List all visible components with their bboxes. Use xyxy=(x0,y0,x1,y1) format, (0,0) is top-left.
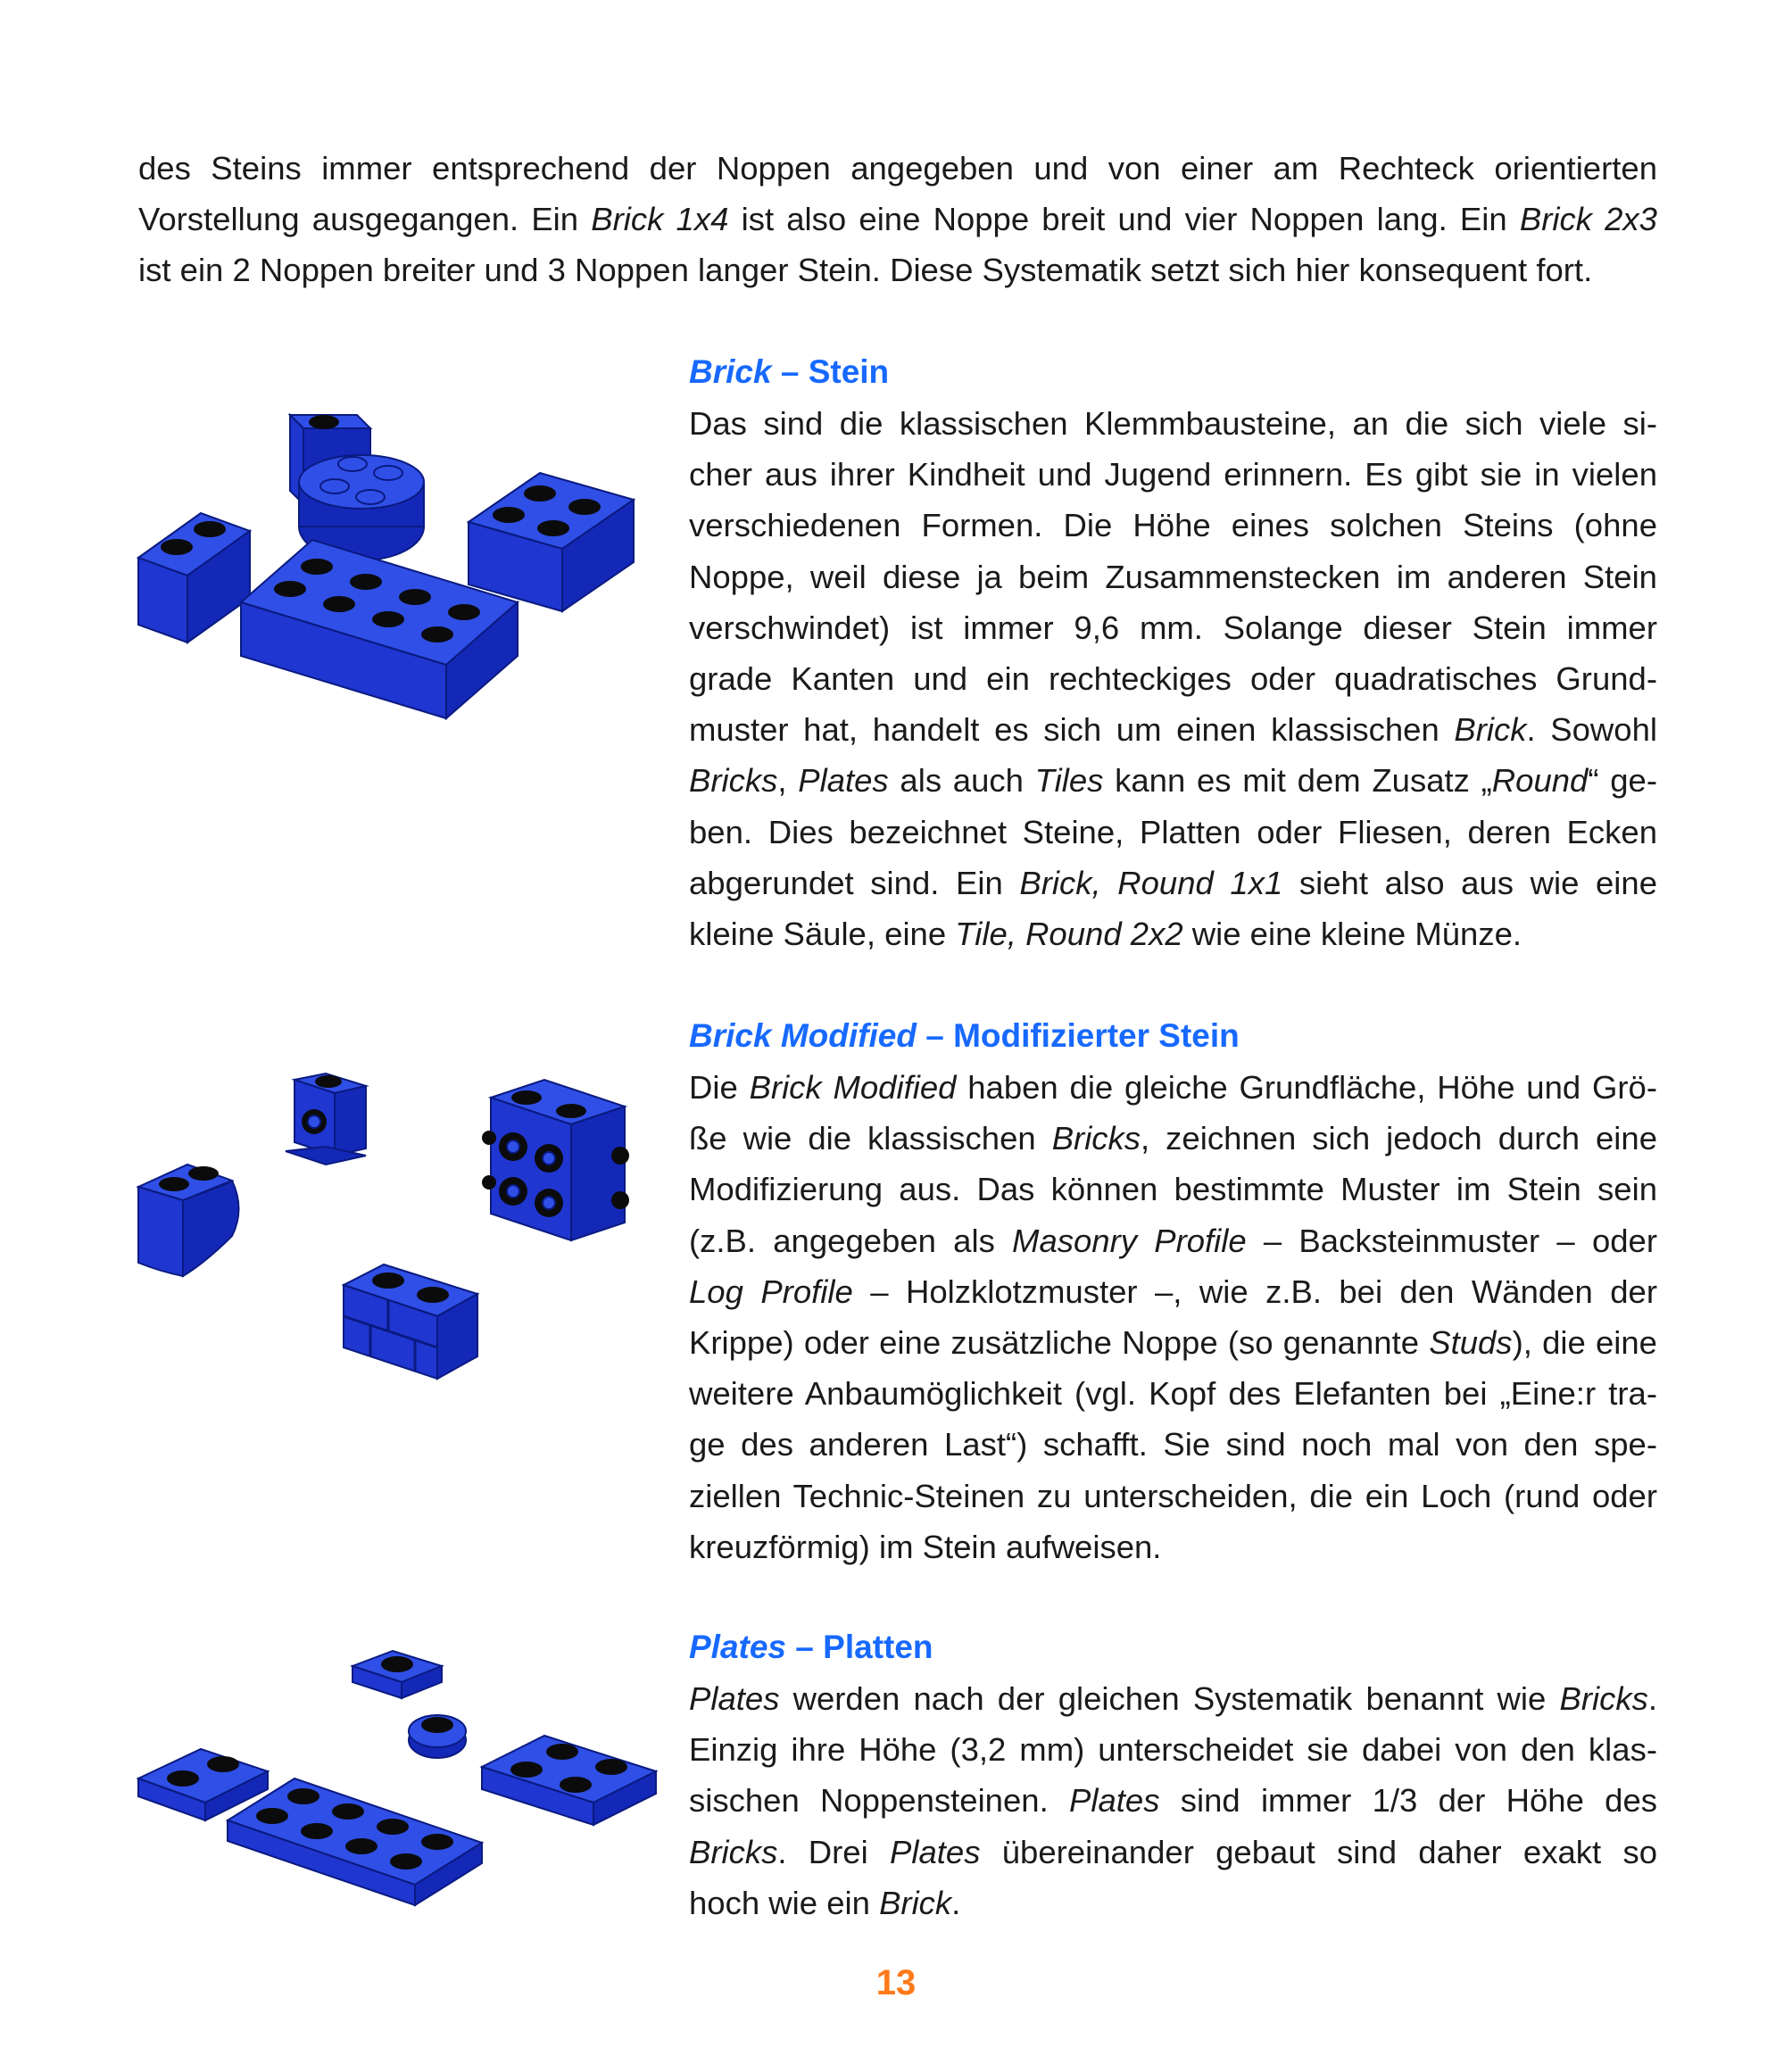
italic-term: Plates xyxy=(689,1680,780,1717)
text-line xyxy=(689,398,1657,449)
brick-1x2-left xyxy=(138,513,250,642)
text-segment: haben die gleiche Grundfläche, Höhe und Grö- xyxy=(956,1069,1657,1106)
text-segment: abgerundet sind. Ein xyxy=(689,864,1020,901)
text-segment: sind immer 1/3 der Höhe des xyxy=(1159,1782,1657,1820)
brick-modified-illustration xyxy=(134,1066,651,1405)
intro-paragraph xyxy=(138,143,1657,296)
text-segment: Die xyxy=(689,1069,750,1106)
italic-term: Brick Modified xyxy=(749,1069,957,1106)
text-segment: sischen Noppensteinen. xyxy=(689,1782,1069,1820)
text-segment: ist ein 2 Noppen breiter und 3 Noppen langer Stein. Diese Systematik setzt sich hier konsequent fort. xyxy=(138,252,1593,289)
italic-term: Log Profile xyxy=(689,1273,853,1310)
italic-term: Brick xyxy=(879,1884,952,1921)
text-line xyxy=(689,1419,1657,1470)
brick-2x2-studs-sides xyxy=(482,1080,629,1240)
section-title-brick-modified: Brick Modified – Modifizierter Stein xyxy=(689,1017,1240,1054)
text-segment: Modifizierung aus. Das können bestimmte Muster im Stein sein xyxy=(689,1171,1657,1208)
text-line xyxy=(689,704,1657,755)
italic-term: Brick 1x4 xyxy=(591,201,729,238)
page-number: 13 xyxy=(875,1963,917,2002)
text-line xyxy=(689,1164,1657,1215)
text-line xyxy=(689,1521,1657,1572)
plate-2x2 xyxy=(482,1736,656,1825)
italic-term: Bricks xyxy=(1559,1680,1648,1717)
text-line xyxy=(689,1317,1657,1368)
section-title-plates: Plates – Platten xyxy=(689,1629,933,1665)
text-segment: verschiedenen Formen. Die Höhe eines solchen Steins (ohne xyxy=(689,507,1657,544)
italic-term: Plates xyxy=(890,1833,981,1870)
brick-curved xyxy=(138,1165,239,1276)
text-line xyxy=(689,1215,1657,1266)
text-line xyxy=(689,1062,1657,1113)
text-line xyxy=(689,1724,1657,1775)
text-segment: . Sowohl xyxy=(1526,711,1657,749)
text-segment: . xyxy=(951,1884,961,1921)
section-body-brick xyxy=(689,398,1657,959)
text-segment: muster hat, handelt es sich um einen klassischen xyxy=(689,711,1455,749)
text-line xyxy=(689,1113,1657,1164)
plate-1x1 xyxy=(353,1651,442,1698)
text-segment: Einzig ihre Höhe (3,2 mm) unterscheidet sie dabei von den klas- xyxy=(689,1731,1657,1769)
text-line xyxy=(689,807,1657,858)
italic-term: Masonry Profile xyxy=(1012,1222,1247,1259)
text-segment: sieht also aus wie eine xyxy=(1282,864,1657,901)
text-line xyxy=(689,1266,1657,1317)
text-segment: Vorstellung ausgegangen. Ein xyxy=(138,201,592,238)
italic-term: Bricks xyxy=(689,1833,778,1870)
text-segment: grade Kanten und ein rechteckiges oder quadratisches Grund- xyxy=(689,660,1657,698)
text-segment: wie eine kleine Münze. xyxy=(1182,916,1522,953)
text-segment: ben. Dies bezeichnet Steine, Platten oder Fliesen, deren Ecken xyxy=(689,813,1657,850)
text-segment: , xyxy=(777,762,799,800)
text-segment: als auch xyxy=(888,762,1035,800)
text-segment: Das sind die klassischen Klemmbausteine, an die sich viele si- xyxy=(689,405,1657,442)
text-segment: ße wie die klassischen xyxy=(689,1120,1052,1157)
section-body-brick-modified xyxy=(689,1062,1657,1572)
text-segment: ist also eine Noppe breit und vier Noppen lang. Ein xyxy=(728,201,1520,238)
italic-term: Tile, Round 2x2 xyxy=(955,916,1183,953)
text-segment: Noppe, weil diese ja beim Zusammenstecken im anderen Stein xyxy=(689,558,1657,595)
text-segment: weitere Anbaumöglichkeit (vgl. Kopf des Elefanten bei „Eine:r tra- xyxy=(689,1375,1657,1413)
text-line xyxy=(689,500,1657,551)
italic-term: Tiles xyxy=(1034,762,1104,800)
italic-term: Brick, Round 1x1 xyxy=(1019,864,1283,901)
text-line xyxy=(138,245,1657,295)
text-line xyxy=(138,143,1657,194)
text-segment: (z.B. angegeben als xyxy=(689,1222,1013,1259)
text-line xyxy=(138,194,1657,245)
text-segment: übereinander gebaut sind daher exakt so xyxy=(980,1833,1657,1870)
text-line xyxy=(689,1878,1657,1928)
italic-term: Brick 2x3 xyxy=(1519,201,1657,238)
text-segment: werden nach der gleichen Systematik benannt wie xyxy=(779,1680,1560,1717)
text-segment: ziellen Technic-Steinen zu unterscheiden, die ein Loch (rund oder xyxy=(689,1477,1657,1514)
text-segment: kann es mit dem Zusatz „ xyxy=(1103,762,1492,800)
plate-2x4 xyxy=(228,1778,482,1905)
plates-illustration xyxy=(134,1637,660,1923)
text-line xyxy=(689,653,1657,704)
text-line xyxy=(689,1471,1657,1521)
section-title-brick: Brick – Stein xyxy=(689,353,890,390)
text-segment: kleine Säule, eine xyxy=(689,916,956,953)
text-segment: . xyxy=(1647,1680,1657,1717)
italic-term: Brick xyxy=(1454,711,1527,749)
text-segment: verschwindet) ist immer 9,6 mm. Solange dieser Stein immer xyxy=(689,609,1657,646)
text-line xyxy=(689,858,1657,908)
italic-term: Studs xyxy=(1429,1324,1513,1362)
italic-term: Bricks xyxy=(1051,1120,1141,1157)
italic-term: Plates xyxy=(1069,1782,1160,1820)
text-segment: . Drei xyxy=(777,1833,890,1870)
text-line xyxy=(689,755,1657,806)
text-segment: ), die eine xyxy=(1512,1324,1657,1362)
text-segment: – Backsteinmuster – oder xyxy=(1246,1222,1658,1259)
brick-masonry-1x2 xyxy=(344,1264,477,1379)
text-line xyxy=(689,1673,1657,1724)
italic-term: Round xyxy=(1491,762,1589,800)
italic-term: Plates xyxy=(798,762,889,800)
brick-illustration xyxy=(134,397,651,727)
text-segment: Krippe) oder eine zusätzliche Noppe (so genannte xyxy=(689,1324,1430,1362)
text-segment: des Steins immer entsprechend der Noppen angegeben und von einer am Rechteck orientierten xyxy=(138,150,1657,187)
text-line xyxy=(689,449,1657,500)
text-line xyxy=(689,551,1657,602)
brick-1x1-side-stud xyxy=(286,1074,366,1165)
text-segment: “ ge- xyxy=(1588,762,1657,800)
text-line xyxy=(689,1827,1657,1878)
text-segment: – Holzklotzmuster –, wie z.B. bei den Wänden der xyxy=(852,1273,1657,1310)
text-segment: ge des anderen Last“) schafft. Sie sind noch mal von den spe- xyxy=(689,1426,1657,1463)
brick-2x2 xyxy=(469,473,634,611)
text-line xyxy=(689,1368,1657,1419)
text-segment: , zeichnen sich jedoch durch eine xyxy=(1141,1120,1657,1157)
text-segment: cher aus ihrer Kindheit und Jugend erinnern. Es gibt sie in vielen xyxy=(689,456,1657,493)
text-segment: kreuzförmig) im Stein aufweisen. xyxy=(689,1528,1162,1565)
section-body-plates xyxy=(689,1673,1657,1928)
italic-term: Bricks xyxy=(689,762,778,800)
plate-round-1x1 xyxy=(409,1715,466,1758)
text-line xyxy=(689,602,1657,653)
text-line xyxy=(689,908,1657,959)
text-segment: hoch wie ein xyxy=(689,1884,880,1921)
text-line xyxy=(689,1775,1657,1826)
